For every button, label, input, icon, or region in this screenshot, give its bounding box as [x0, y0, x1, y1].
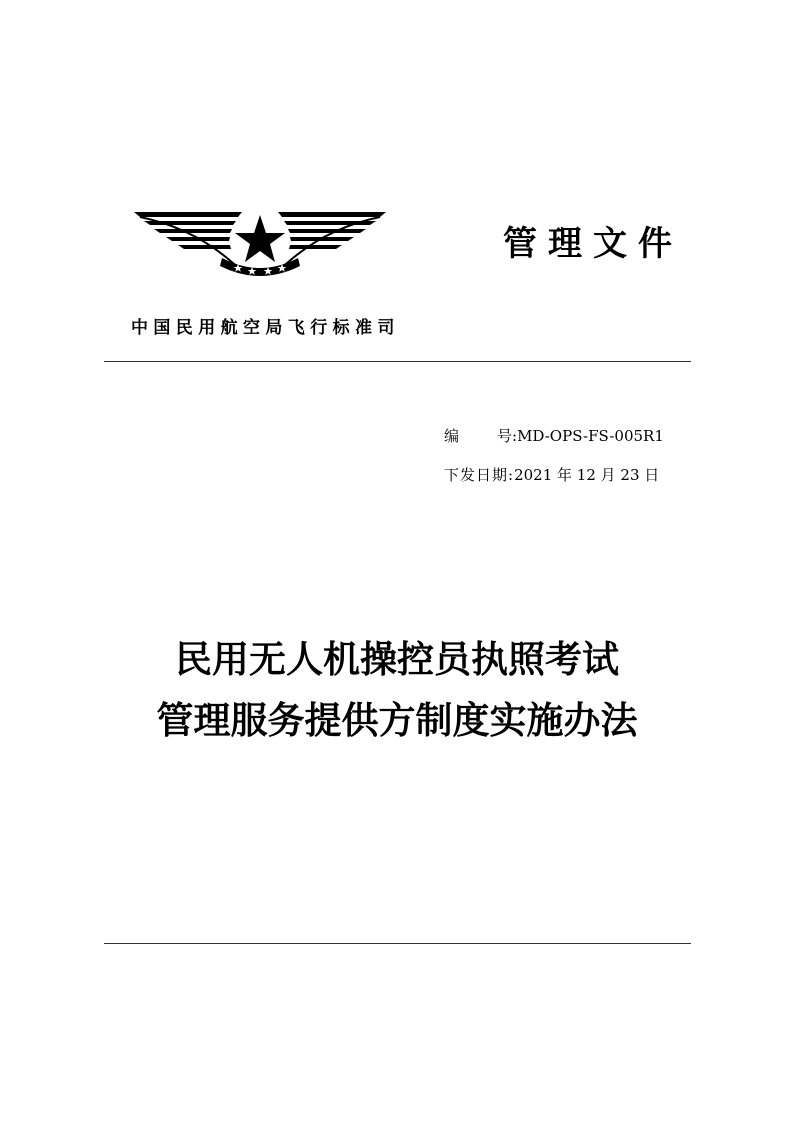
footer-divider: [104, 943, 691, 944]
issuing-authority: 中国民用航空局飞行标准司: [131, 318, 400, 338]
document-title-line-2: 管理服务提供方制度实施办法: [156, 698, 638, 742]
document-number-value: MD-OPS-FS-005R1: [517, 427, 664, 445]
issue-date-value: 2021 年 12 月 23 日: [514, 466, 660, 484]
document-title-line-1: 民用无人机操控员执照考试: [175, 637, 619, 681]
caac-emblem-logo: [134, 208, 386, 282]
issue-date-label: 下发日期:: [444, 466, 515, 484]
issue-date: [444, 464, 659, 486]
document-type-heading: 管理文件: [503, 224, 683, 264]
header-divider: [104, 361, 691, 362]
document-number-label: 编 号:: [444, 427, 518, 445]
document-number: [444, 425, 664, 447]
